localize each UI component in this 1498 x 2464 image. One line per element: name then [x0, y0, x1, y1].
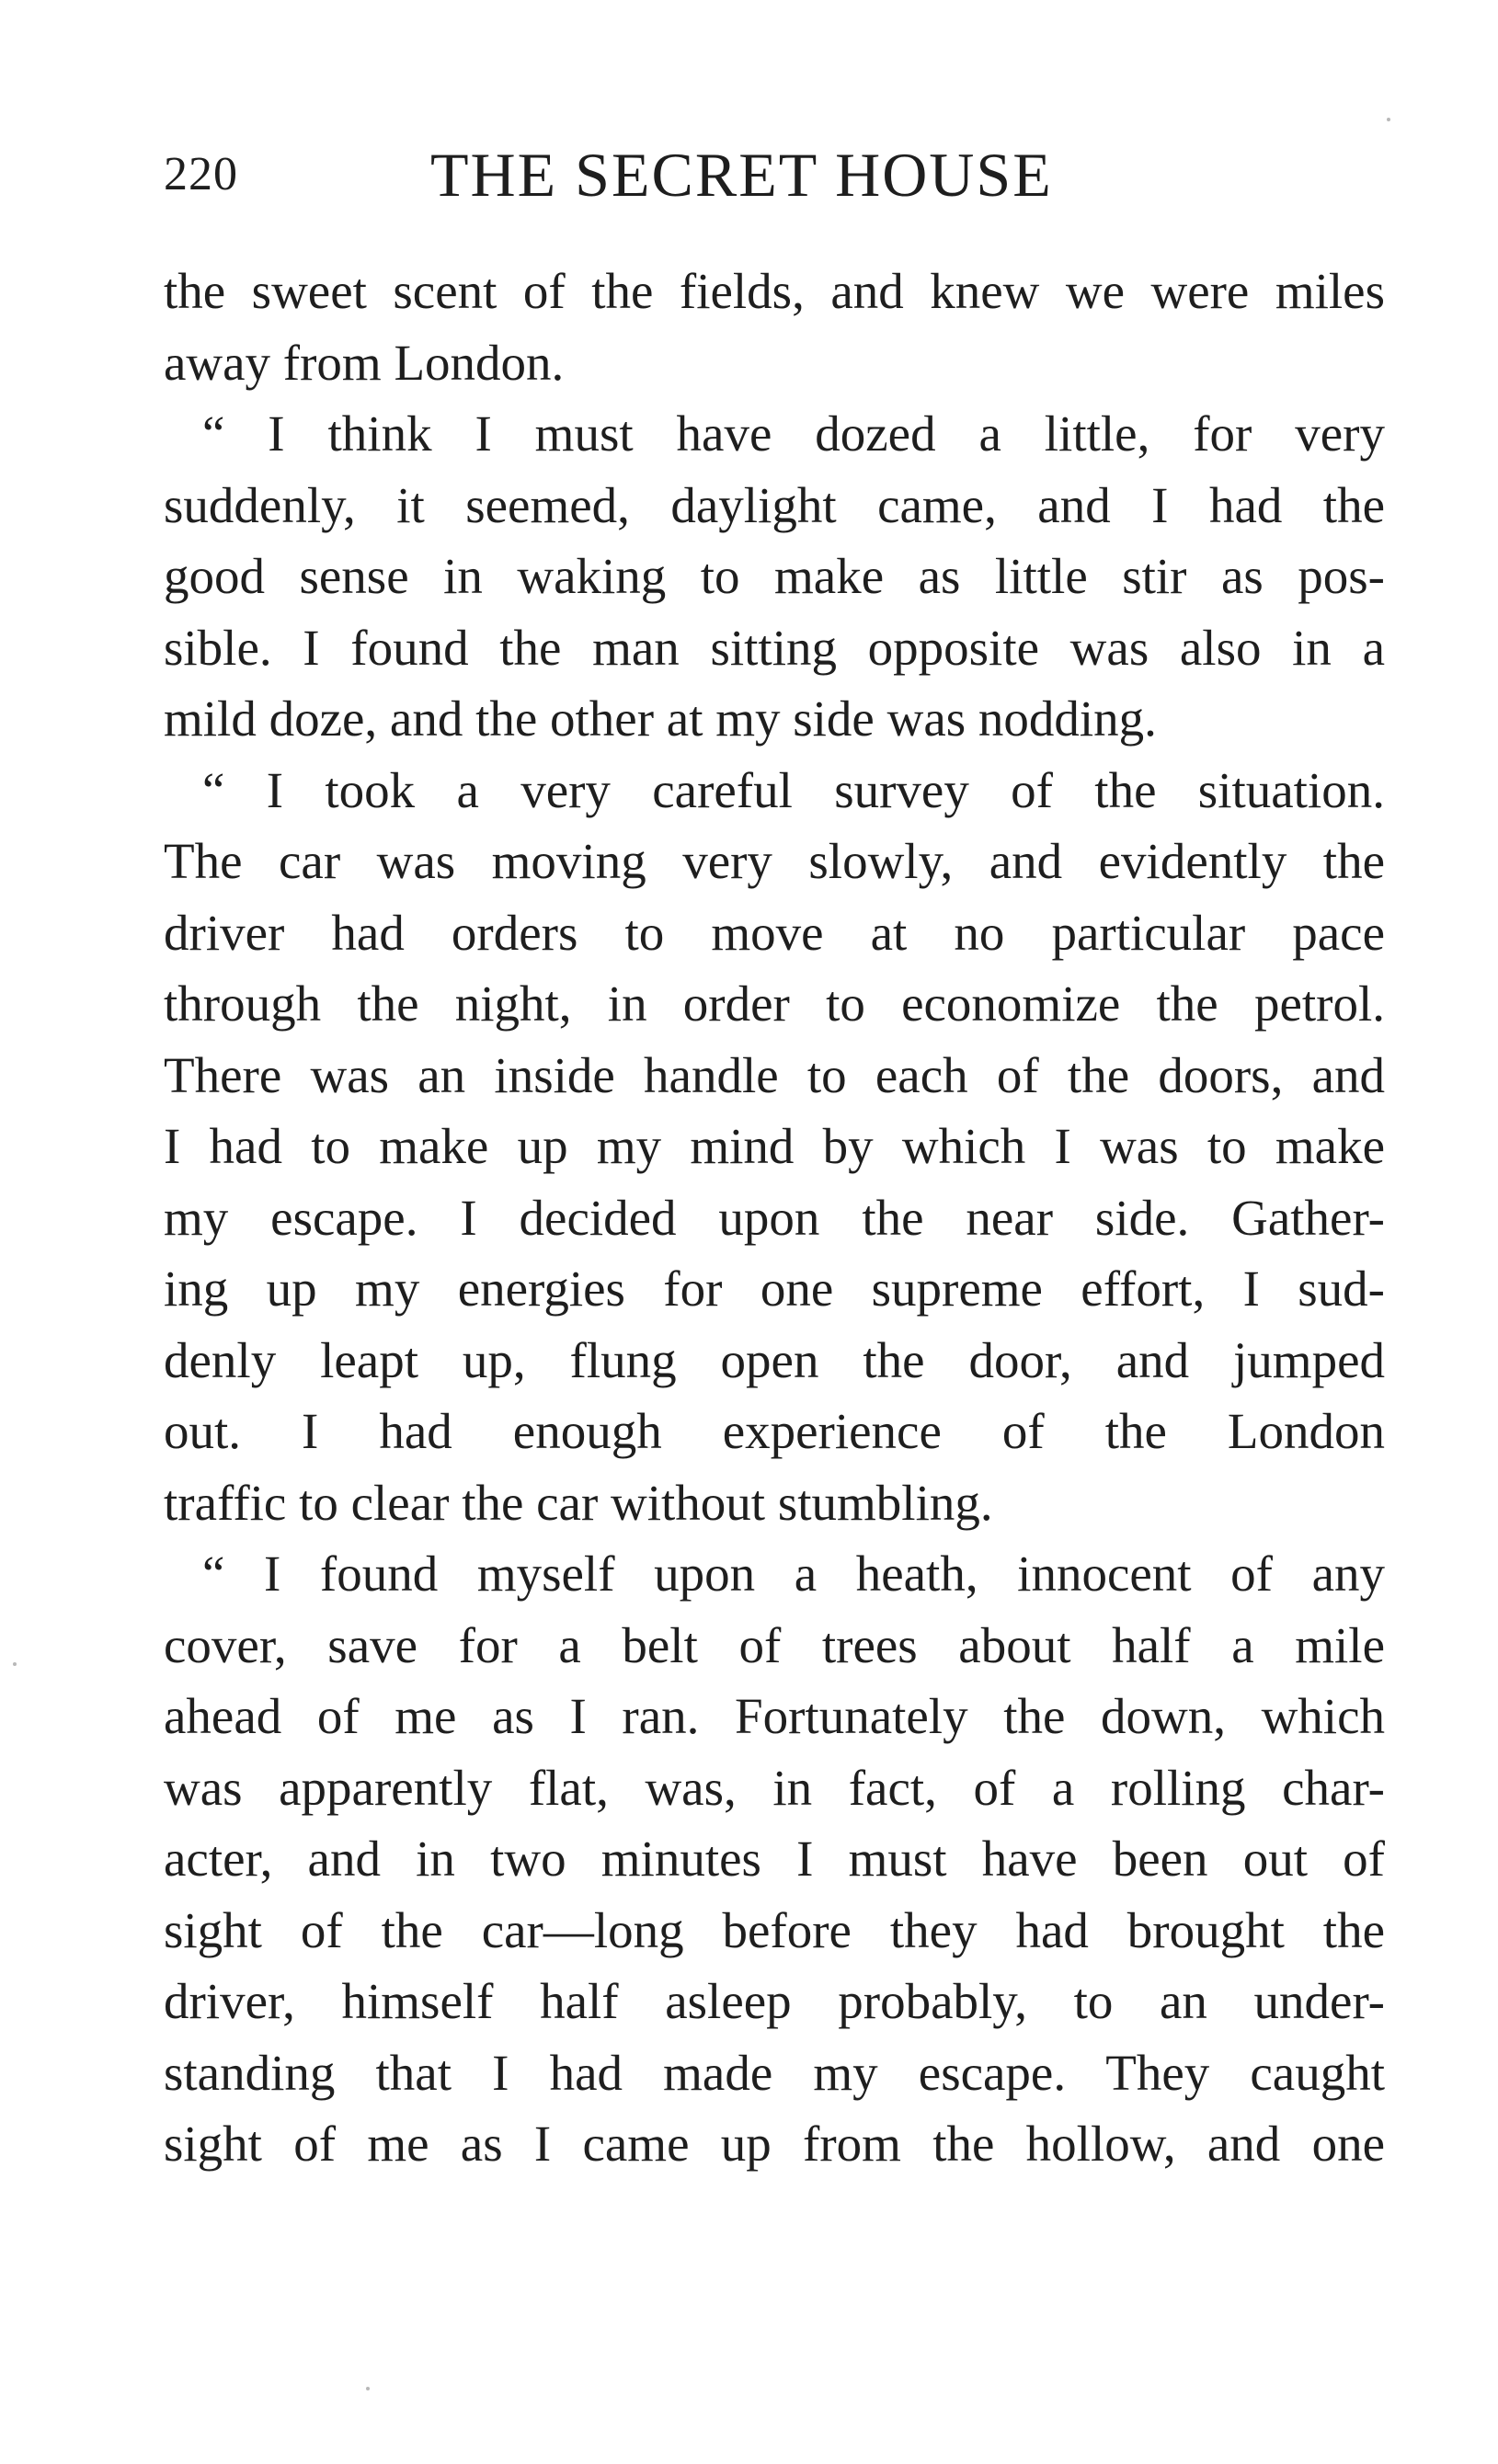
text-line: good sense in waking to make as little stir as pos- [164, 548, 1385, 604]
body-text [164, 256, 1385, 2180]
text-line: away from London. [164, 334, 565, 391]
running-title: THE SECRET HOUSE [430, 140, 1053, 210]
text-line: my escape. I decided upon the near side. Gather- [164, 1189, 1385, 1246]
text-line: through the night, in order to economize the petrol. [164, 975, 1385, 1032]
text-line: sible. I found the man sitting opposite was also in a [164, 619, 1385, 676]
text-line: I had to make up my mind by which I was to make [164, 1118, 1385, 1174]
text-line: standing that I had made my escape. They caught [164, 2044, 1385, 2101]
paper-speck [13, 1662, 17, 1666]
text-line: “ I found myself upon a heath, innocent of any [202, 1546, 1385, 1602]
text-line: the sweet scent of the fields, and knew we were miles [164, 263, 1385, 319]
text-line: was apparently flat, was, in fact, of a rolling char- [164, 1759, 1385, 1816]
text-line: There was an inside handle to each of the doors, and [164, 1046, 1385, 1103]
paper-speck [1387, 118, 1390, 121]
text-line: traffic to clear the car without stumbling. [164, 1474, 993, 1531]
text-line: out. I had enough experience of the London [164, 1403, 1385, 1459]
text-line: driver, himself half asleep probably, to an under- [164, 1973, 1385, 2029]
text-line: denly leapt up, flung open the door, and jumped [164, 1331, 1385, 1388]
page-number: 220 [164, 148, 238, 200]
text-line: “ I think I must have dozed a little, for very [202, 405, 1385, 462]
text-line: “ I took a very careful survey of the situation. [202, 761, 1385, 818]
text-line: acter, and in two minutes I must have been out of [164, 1831, 1385, 1887]
text-line: ahead of me as I ran. Fortunately the down, which [164, 1688, 1385, 1744]
text-line: sight of me as I came up from the hollow, and one [164, 2116, 1385, 2172]
text-line: mild doze, and the other at my side was nodding. [164, 690, 1157, 747]
text-line: sight of the car—long before they had brought the [164, 1901, 1385, 1958]
text-line: driver had orders to move at no particular pace [164, 904, 1385, 961]
text-line: The car was moving very slowly, and evidently the [164, 833, 1385, 889]
text-line: ing up my energies for one supreme effort, I sud- [164, 1261, 1385, 1317]
paper-speck [366, 2387, 370, 2390]
text-line: suddenly, it seemed, daylight came, and I had the [164, 476, 1385, 533]
page-header [164, 138, 1387, 211]
text-line: cover, save for a belt of trees about half a mile [164, 1616, 1385, 1673]
